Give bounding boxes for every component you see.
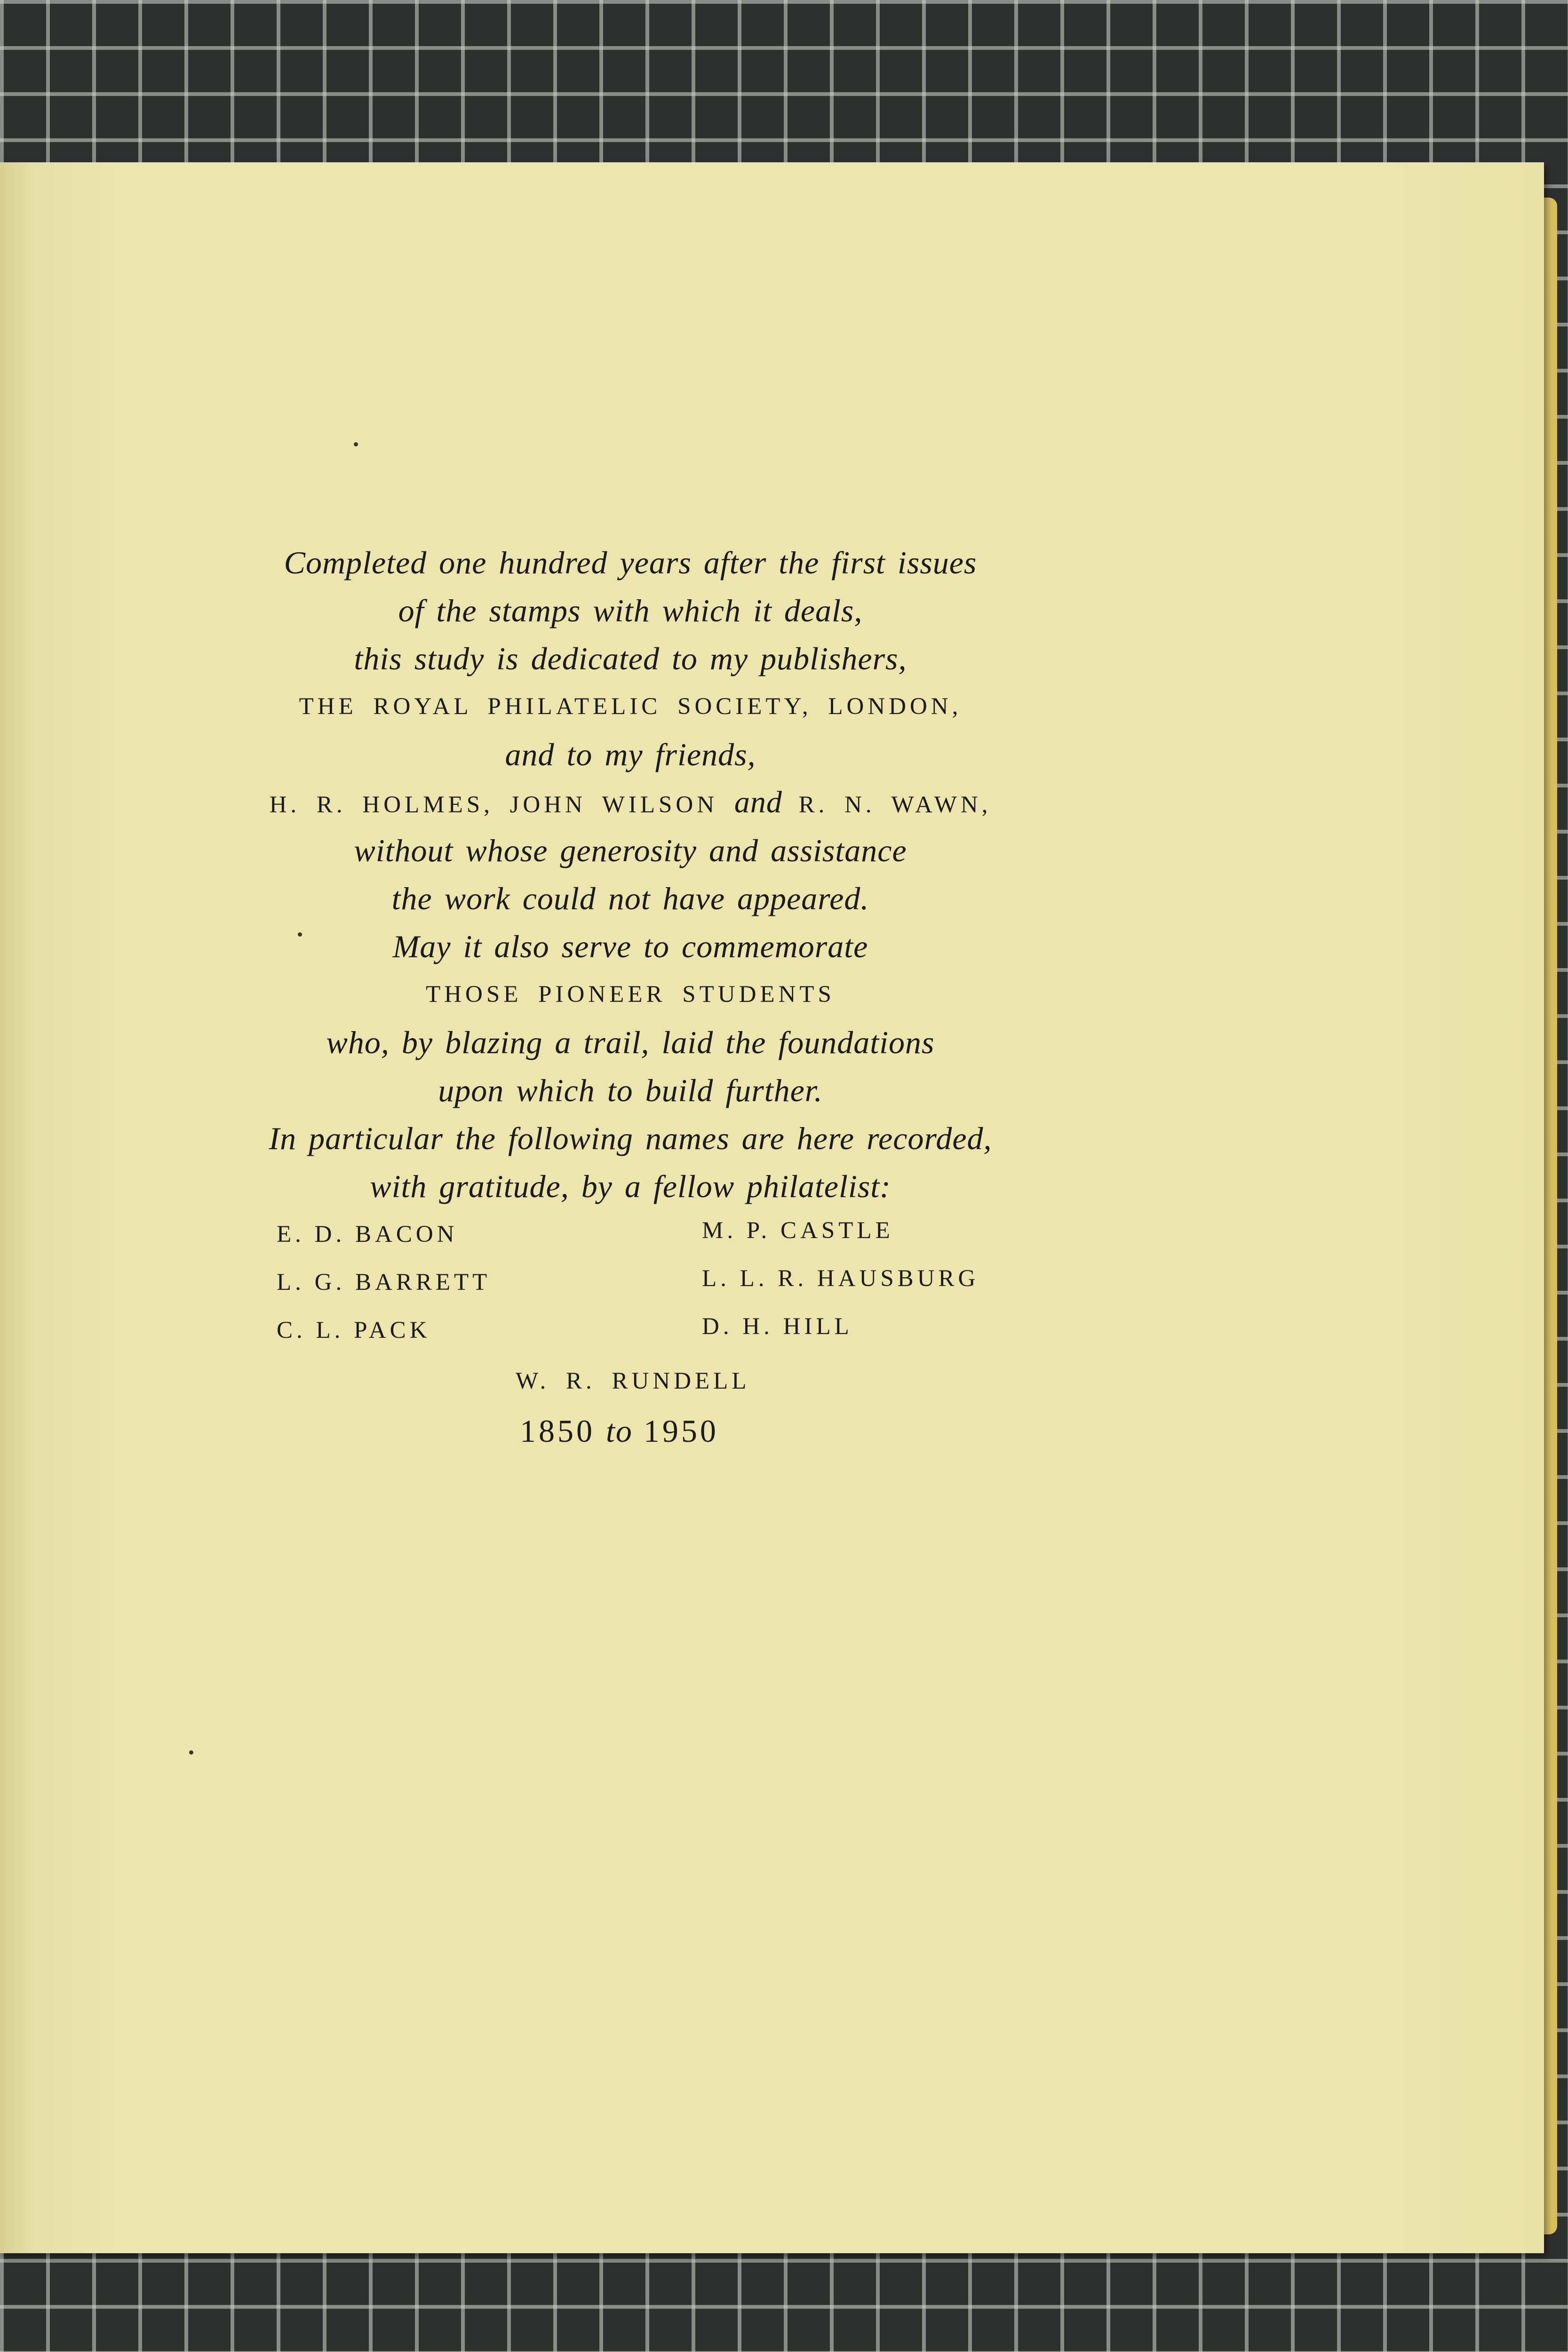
paper-speck xyxy=(189,1750,193,1755)
dedication-line: of the stamps with which it deals, xyxy=(398,593,863,628)
year-range xyxy=(245,1405,1016,1457)
year-end: 1950 xyxy=(643,1413,719,1449)
pioneer-name: L. L. R. HAUSBURG xyxy=(702,1265,979,1292)
dedication-line: the work could not have appeared. xyxy=(391,881,869,916)
year-start: 1850 xyxy=(520,1413,595,1449)
pioneer-name: E. D. BACON xyxy=(277,1221,458,1248)
dedication-line: In particular the following names are here recorded, xyxy=(269,1120,992,1156)
friends-names-b: R. N. WAWN, xyxy=(798,792,992,818)
dedication-line: this study is dedicated to my publishers, xyxy=(354,641,907,676)
friends-and: and xyxy=(734,785,782,819)
dedication-line: without whose generosity and assistance xyxy=(354,833,907,868)
dedication-line: Completed one hundred years after the first issues xyxy=(284,545,977,580)
dedication-line: who, by blazing a trail, laid the foundations xyxy=(326,1025,935,1060)
pioneer-names xyxy=(245,1210,1016,1357)
dedication-line: and to my friends, xyxy=(505,737,756,772)
dedication-line: upon which to build further. xyxy=(438,1073,823,1108)
pioneer-name-center: W. R. RUNDELL xyxy=(516,1368,750,1394)
dedication-text xyxy=(245,539,1016,1457)
pioneer-name: L. G. BARRETT xyxy=(277,1269,491,1295)
friends-names-a: H. R. HOLMES, JOHN WILSON xyxy=(269,792,718,818)
pioneer-name: M. P. CASTLE xyxy=(702,1217,894,1244)
society-name: THE ROYAL PHILATELIC SOCIETY, LONDON, xyxy=(299,693,962,720)
paper-speck xyxy=(354,442,358,446)
pioneer-name: D. H. HILL xyxy=(702,1313,853,1340)
year-to: to xyxy=(606,1413,633,1449)
friends-line xyxy=(245,779,1016,826)
pioneer-name: C. L. PACK xyxy=(277,1317,431,1343)
pioneers-heading: THOSE PIONEER STUDENTS xyxy=(426,981,835,1008)
book-page xyxy=(0,162,1544,2253)
dedication-line: May it also serve to commemorate xyxy=(392,929,868,964)
dedication-line: with gratitude, by a fellow philatelist: xyxy=(370,1168,891,1204)
